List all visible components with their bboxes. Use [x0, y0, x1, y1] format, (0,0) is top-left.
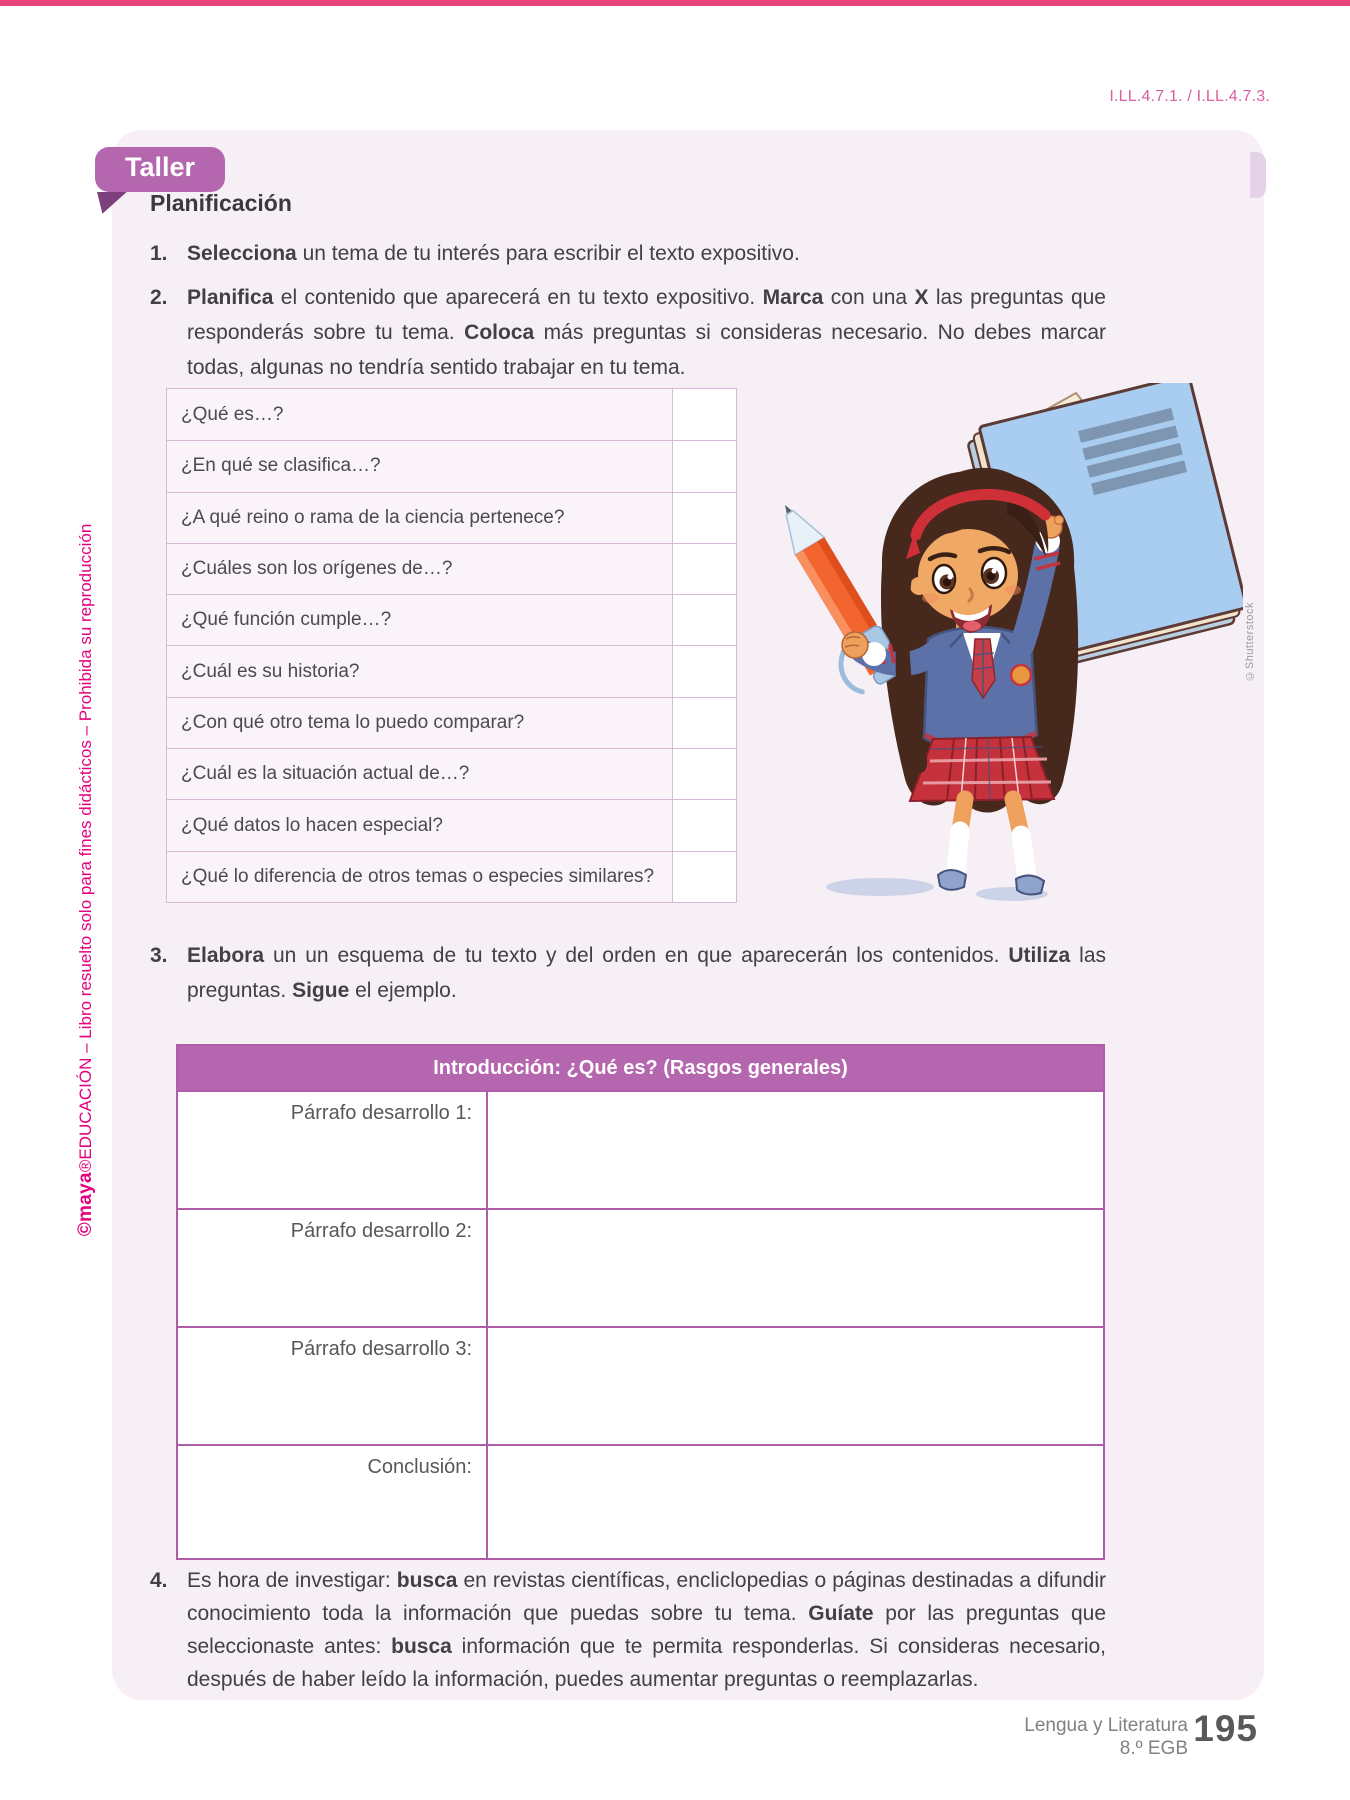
jacket-emblem — [1011, 665, 1031, 685]
outline-row-label: Conclusión: — [178, 1446, 488, 1558]
questions-table — [166, 388, 737, 903]
edge-tab — [1250, 152, 1266, 198]
step-4 — [150, 1564, 1106, 1696]
question-text: ¿Con qué otro tema lo puedo comparar? — [181, 711, 525, 733]
footer-subject: Lengua y Literatura — [1024, 1715, 1188, 1736]
question-row — [167, 748, 736, 799]
girl — [752, 468, 1078, 895]
footer-grade: 8.º EGB — [1119, 1738, 1188, 1759]
taller-badge — [95, 147, 225, 192]
question-text: ¿Cuáles son los orígenes de…? — [181, 558, 453, 580]
question-text: ¿Cuál es la situación actual de…? — [181, 763, 470, 785]
step-text: Elabora un un esquema de tu texto y del orden en que aparecerán los contenidos. Utiliza las preguntas. Sigue el ejemplo. — [187, 944, 1106, 1002]
mark-checkbox-cell[interactable] — [672, 595, 736, 645]
step-number: 1. — [150, 242, 168, 265]
question-text: ¿A qué reino o rama de la ciencia pertenece? — [181, 506, 565, 528]
step-2 — [150, 280, 1106, 385]
question-row — [167, 440, 736, 491]
question-text: ¿Cuál es su historia? — [181, 660, 360, 682]
step-3 — [150, 938, 1106, 1008]
question-text: ¿Qué datos lo hacen especial? — [181, 814, 443, 836]
question-text: ¿Qué lo diferencia de otros temas o especies similares? — [181, 865, 655, 887]
outline-writing-field[interactable] — [488, 1092, 1103, 1208]
question-row — [167, 645, 736, 696]
step-number: 4. — [150, 1569, 168, 1592]
step-text: Es hora de investigar: busca en revistas científicas, encliclopedias o páginas destinadas a difundir conocimiento toda la información que puedas sobre tu tema. Guíate por las preguntas que seleccionaste antes: busca información que te permita responderlas. Si consideras necesario, después de haber leído la información, puedes aumentar preguntas o reemplazarlas. — [187, 1569, 1106, 1691]
mark-checkbox-cell[interactable] — [672, 800, 736, 850]
photo-credit: ©Shutterstock — [1244, 602, 1256, 682]
step-text: Planifica el contenido que aparecerá en tu texto expositivo. Marca con una X las preguntas que responderás sobre tu tema. Coloca más preguntas si consideras necesario. No debes marcar todas, algunas no tendría sentido trabajar en tu tema. — [187, 286, 1106, 379]
step-number: 2. — [150, 286, 168, 309]
outline-row — [178, 1444, 1103, 1558]
outline-row — [178, 1326, 1103, 1444]
mark-checkbox-cell[interactable] — [672, 493, 736, 543]
mark-checkbox-cell[interactable] — [672, 852, 736, 902]
footer-subject-block — [1024, 1714, 1188, 1760]
outline-row — [178, 1090, 1103, 1208]
question-text: ¿Qué función cumple…? — [181, 609, 392, 631]
question-text: ¿En qué se clasifica…? — [181, 455, 381, 477]
page-number: 195 — [1193, 1708, 1258, 1749]
question-text: ¿Qué es…? — [181, 403, 284, 425]
publisher-logo: ©maya — [75, 1172, 96, 1237]
mark-checkbox-cell[interactable] — [672, 646, 736, 696]
mark-checkbox-cell[interactable] — [672, 441, 736, 491]
question-row — [167, 851, 736, 902]
question-row — [167, 799, 736, 850]
question-row — [167, 389, 736, 440]
taller-badge-label: Taller — [125, 152, 196, 182]
mark-checkbox-cell[interactable] — [672, 749, 736, 799]
shoe-right — [1016, 875, 1044, 894]
question-row — [167, 697, 736, 748]
copyright-text: ®EDUCACIÓN – Libro resuelto solo para fines didácticos – Prohibida su reproducción — [76, 523, 95, 1173]
section-title: Planificación — [150, 190, 292, 216]
outline-writing-field[interactable] — [488, 1210, 1103, 1326]
outline-row-label: Párrafo desarrollo 2: — [178, 1210, 488, 1326]
mark-checkbox-cell[interactable] — [672, 389, 736, 440]
question-row — [167, 492, 736, 543]
mark-checkbox-cell[interactable] — [672, 544, 736, 594]
step-text: Selecciona un tema de tu interés para escribir el texto expositivo. — [187, 242, 800, 265]
outline-writing-field[interactable] — [488, 1328, 1103, 1444]
question-row — [167, 543, 736, 594]
shoe-left — [938, 870, 966, 890]
outline-row-label: Párrafo desarrollo 1: — [178, 1092, 488, 1208]
standards-code: I.LL.4.7.1. / I.LL.4.7.3. — [1109, 88, 1270, 105]
edge-copyright-note — [75, 524, 97, 1237]
step-number: 3. — [150, 944, 168, 967]
outline-row — [178, 1208, 1103, 1326]
outline-table-header: Introducción: ¿Qué es? (Rasgos generales) — [178, 1046, 1103, 1090]
schoolgirl-illustration — [728, 383, 1243, 905]
ground-shadow — [826, 878, 1048, 901]
outline-table — [176, 1044, 1105, 1560]
mark-checkbox-cell[interactable] — [672, 698, 736, 748]
outline-row-label: Párrafo desarrollo 3: — [178, 1328, 488, 1444]
top-accent-rule — [0, 0, 1350, 6]
step-1 — [150, 236, 1106, 271]
question-row — [167, 594, 736, 645]
outline-writing-field[interactable] — [488, 1446, 1103, 1558]
